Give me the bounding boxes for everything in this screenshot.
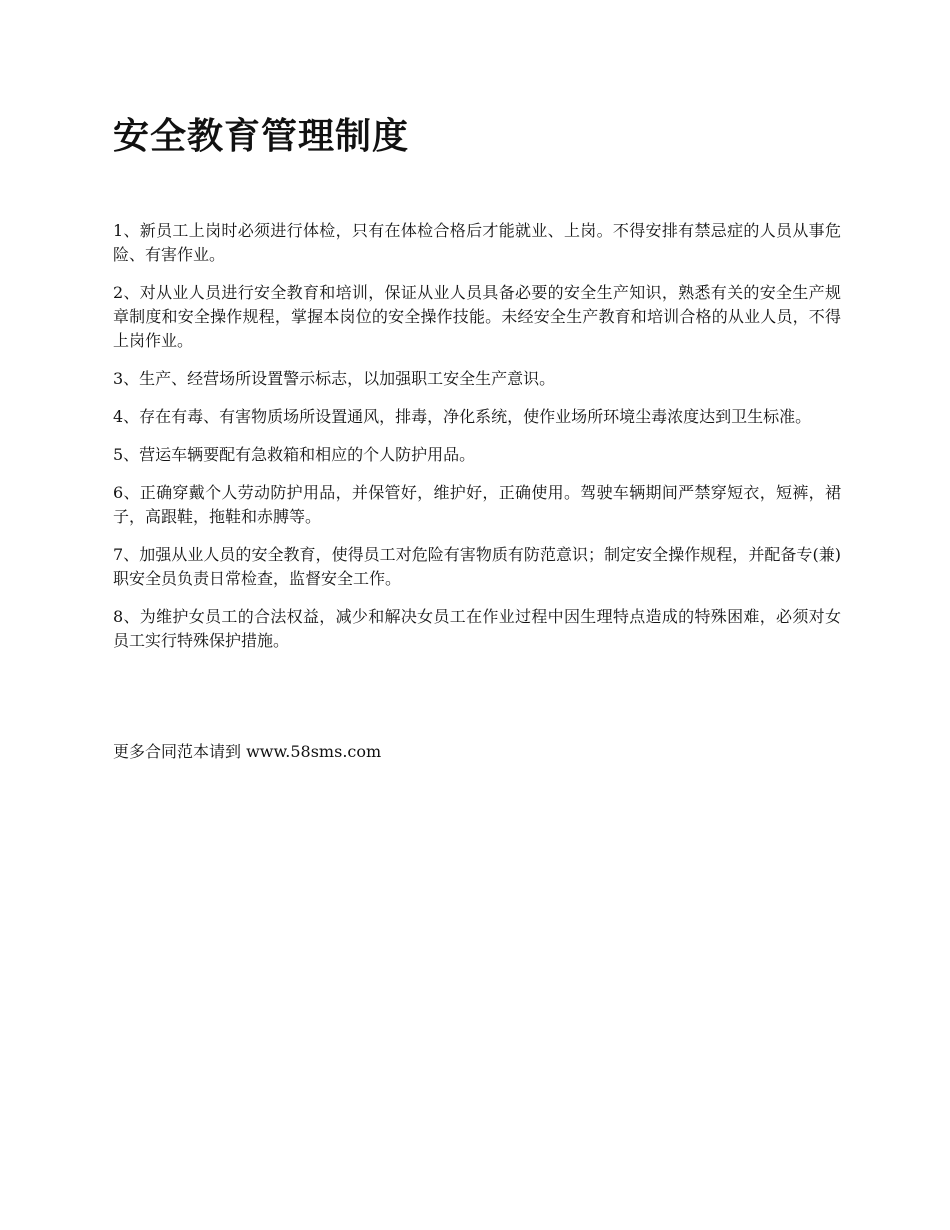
document-body <box>113 219 841 667</box>
paragraph-8: 8、为维护女员工的合法权益，减少和解决女员工在作业过程中因生理特点造成的特殊困难，必须对女员工实行特殊保护措施。 <box>113 607 841 650</box>
paragraph-1: 1、新员工上岗时必须进行体检，只有在体检合格后才能就业、上岗。不得安排有禁忌症的人员从事危险、有害作业。 <box>113 221 841 264</box>
paragraph-7: 7、加强从业人员的安全教育，使得员工对危险有害物质有防范意识；制定安全操作规程，并配备专(兼)职安全员负责日常检查，监督安全工作。 <box>113 545 841 588</box>
paragraph-3: 3、生产、经营场所设置警示标志，以加强职工安全生产意识。 <box>113 369 556 388</box>
paragraph-4: 4、存在有毒、有害物质场所设置通风，排毒，净化系统，使作业场所环境尘毒浓度达到卫生标准。 <box>113 407 812 426</box>
paragraph-6: 6、正确穿戴个人劳动防护用品，并保管好，维护好，正确使用。驾驶车辆期间严禁穿短衣，短裤，裙子，高跟鞋，拖鞋和赤膊等。 <box>113 483 841 526</box>
paragraph-5: 5、营运车辆要配有急救箱和相应的个人防护用品。 <box>113 445 476 464</box>
paragraph-2: 2、对从业人员进行安全教育和培训，保证从业人员具备必要的安全生产知识，熟悉有关的安全生产规章制度和安全操作规程，掌握本岗位的安全操作技能。未经安全生产教育和培训合格的从业人员，不得上岗作业。 <box>113 283 841 350</box>
page-title: 安全教育管理制度 <box>113 115 410 157</box>
footer-note: 更多合同范本请到 www.58sms.com <box>113 742 382 761</box>
